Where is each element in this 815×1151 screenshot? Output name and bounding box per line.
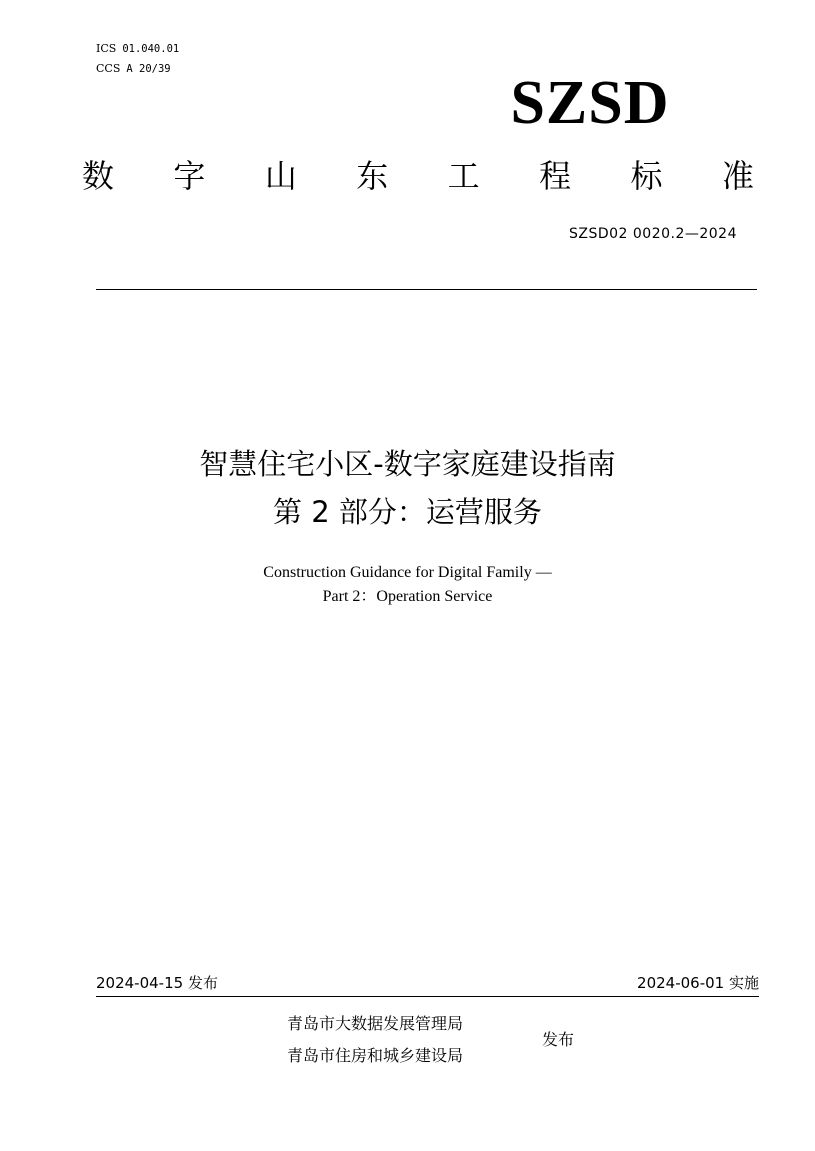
standard-type-char: 数 [81, 157, 114, 195]
standard-type-char: 标 [630, 157, 663, 195]
standard-type-char: 东 [356, 157, 389, 195]
header-divider [96, 289, 757, 290]
standard-type-char: 程 [539, 157, 572, 195]
issuer-housing-bureau: 青岛市住房和城乡建设局 [287, 1046, 464, 1065]
title-chinese-line2: 第 2 部分：运营服务 [273, 495, 542, 529]
standard-type-char: 工 [447, 157, 480, 195]
title-chinese-line1: 智慧住宅小区-数字家庭建设指南 [199, 447, 616, 481]
standard-type-char: 字 [173, 157, 206, 195]
issue-label: 发布 [542, 1030, 575, 1049]
szsd-logo: SZSD [510, 69, 670, 137]
title-english-line1: Construction Guidance for Digital Family — [263, 564, 552, 581]
standard-number: SZSD02 0020.2—2024 [568, 226, 737, 242]
title-english-line2: Part 2：Operation Service [322, 588, 493, 605]
ccs-label: CCS [96, 62, 121, 75]
ccs-value: A 20/39 [126, 63, 171, 75]
ics-code [96, 42, 179, 56]
issuer-bigdata-bureau: 青岛市大数据发展管理局 [287, 1014, 464, 1033]
standard-type-char: 准 [721, 157, 754, 195]
ics-value: 01.040.01 [122, 43, 180, 55]
footer-divider [96, 996, 759, 997]
standard-type-heading [78, 156, 758, 196]
implement-date: 2024-06-01 实施 [637, 974, 759, 992]
ics-label: ICS [96, 42, 117, 55]
standard-type-char: 山 [264, 157, 297, 195]
ccs-code [96, 62, 171, 76]
publish-date: 2024-04-15 发布 [96, 974, 218, 992]
